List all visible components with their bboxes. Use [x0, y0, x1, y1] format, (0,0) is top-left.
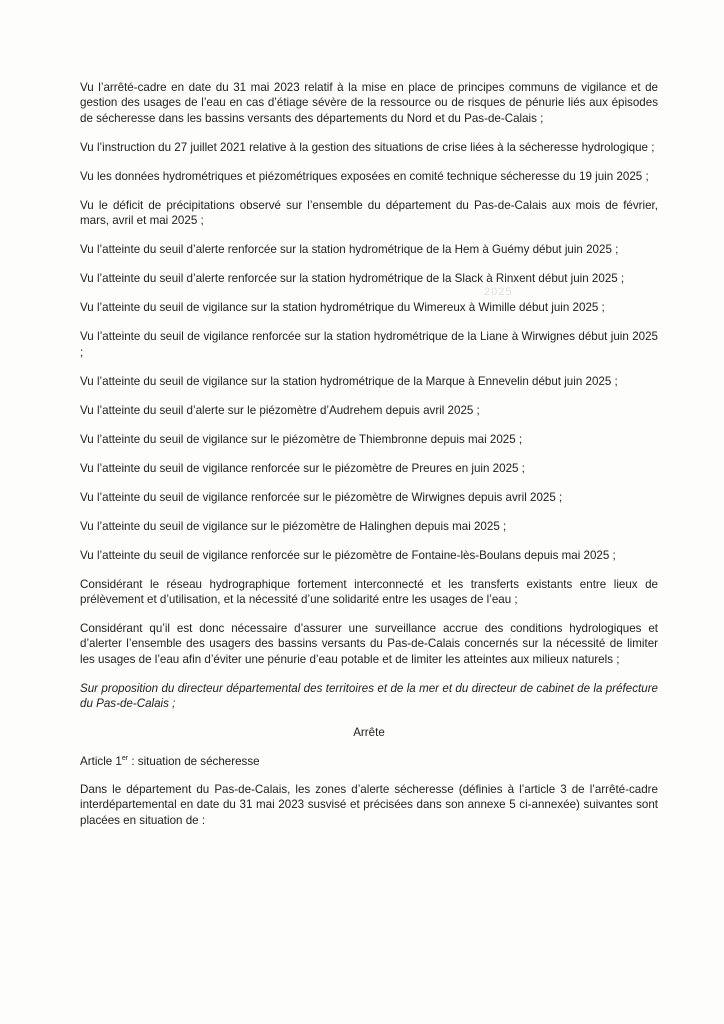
paragraph-audrehem: Vu l’atteinte du seuil d’alerte sur le piézomètre d’Audrehem depuis avril 2025 ;: [80, 403, 480, 417]
article-prefix: Article 1: [80, 754, 122, 768]
document-body: [80, 80, 658, 842]
paragraph-proposition: Sur proposition du directeur départemental des territoires et de la mer et du directeur de cabinet de la préfecture du Pas-de-Calais ;: [80, 681, 658, 711]
faint-stamp: 2025: [484, 286, 513, 298]
paragraph-wirwignes: Vu l’atteinte du seuil de vigilance renforcée sur le piézomètre de Wirwignes depuis avril 2025 ;: [80, 490, 563, 504]
paragraph-hem-guemy: Vu l’atteinte du seuil d’alerte renforcée sur la station hydrométrique de la Hem à Guémy début juin 2025 ;: [80, 243, 619, 257]
paragraph-wimereux-wimille: Vu l’atteinte du seuil de vigilance sur la station hydrométrique du Wimereux à Wimille début juin 2025 ;: [80, 301, 605, 315]
paragraph-deficit: Vu le déficit de précipitations observé sur l’ensemble du département du Pas-de-Calais aux mois de février, mars, avril et mai 2025 ;: [80, 198, 658, 228]
article-1-title: [80, 754, 658, 769]
article-1-body: Dans le département du Pas-de-Calais, les zones d’alerte sécheresse (définies à l’article 3 de l’arrêté-cadre interdépartemental en date du 31 mai 2023 susvisé et précisées dans son annexe 5 ci-annexée) suivantes sont placées en situation de :: [80, 783, 658, 827]
paragraph-fontaine-les-boulans: Vu l’atteinte du seuil de vigilance renforcée sur le piézomètre de Fontaine-lès-Boulans depuis mai 2025 ;: [80, 548, 616, 562]
decree-heading: Arrête: [353, 726, 385, 740]
paragraph-arrete-cadre: Vu l’arrêté-cadre en date du 31 mai 2023 relatif à la mise en place de principes communs de vigilance et de gestion des usages de l’eau en cas d’étiage sévère de la ressource ou de risques de pénurie liés aux épisodes de sécheresse dans les bassins versants des départements du Nord et du Pas-de-Calais ;: [80, 81, 658, 125]
article-title-text: : situation de sécheresse: [128, 754, 260, 768]
paragraph-instruction: Vu l’instruction du 27 juillet 2021 relative à la gestion des situations de crise liées à la sécheresse hydrologique ;: [80, 140, 655, 154]
paragraph-liane-wirwignes: Vu l’atteinte du seuil de vigilance renforcée sur la station hydrométrique de la Liane à Wirwignes début juin 2025 ;: [80, 330, 658, 359]
paragraph-marque-ennevelin: Vu l’atteinte du seuil de vigilance sur la station hydrométrique de la Marque à Ennevelin début juin 2025 ;: [80, 374, 618, 388]
paragraph-thiembronne: Vu l’atteinte du seuil de vigilance sur le piézomètre de Thiembronne depuis mai 2025 ;: [80, 432, 523, 446]
paragraph-considerant-surveillance: Considérant qu’il est donc nécessaire d’assurer une surveillance accrue des conditions hydrologiques et d’alerter l’ensemble des usagers des bassins versants du Pas-de-Calais concernés sur la nécessité de limiter les usages de l’eau afin d’éviter une pénurie d’eau potable et de limiter les atteintes aux milieux naturels ;: [80, 622, 658, 666]
paragraph-considerant-reseau: Considérant le réseau hydrographique fortement interconnecté et les transferts existants entre lieux de prélèvement et d’utilisation, et la nécessité d’une solidarité entre les usages de l’eau ;: [80, 577, 658, 607]
paragraph-donnees: Vu les données hydrométriques et piézométriques exposées en comité technique sécheresse du 19 juin 2025 ;: [80, 169, 649, 183]
paragraph-preures: Vu l’atteinte du seuil de vigilance renforcée sur le piézomètre de Preures en juin 2025 ;: [80, 461, 525, 475]
article-superscript: er: [121, 754, 129, 762]
paragraph-halinghen: Vu l’atteinte du seuil de vigilance sur le piézomètre de Halinghen depuis mai 2025 ;: [80, 519, 507, 533]
paragraph-slack-rinxent: Vu l’atteinte du seuil d’alerte renforcée sur la station hydrométrique de la Slack à Rinxent début juin 2025 ;: [80, 272, 625, 286]
